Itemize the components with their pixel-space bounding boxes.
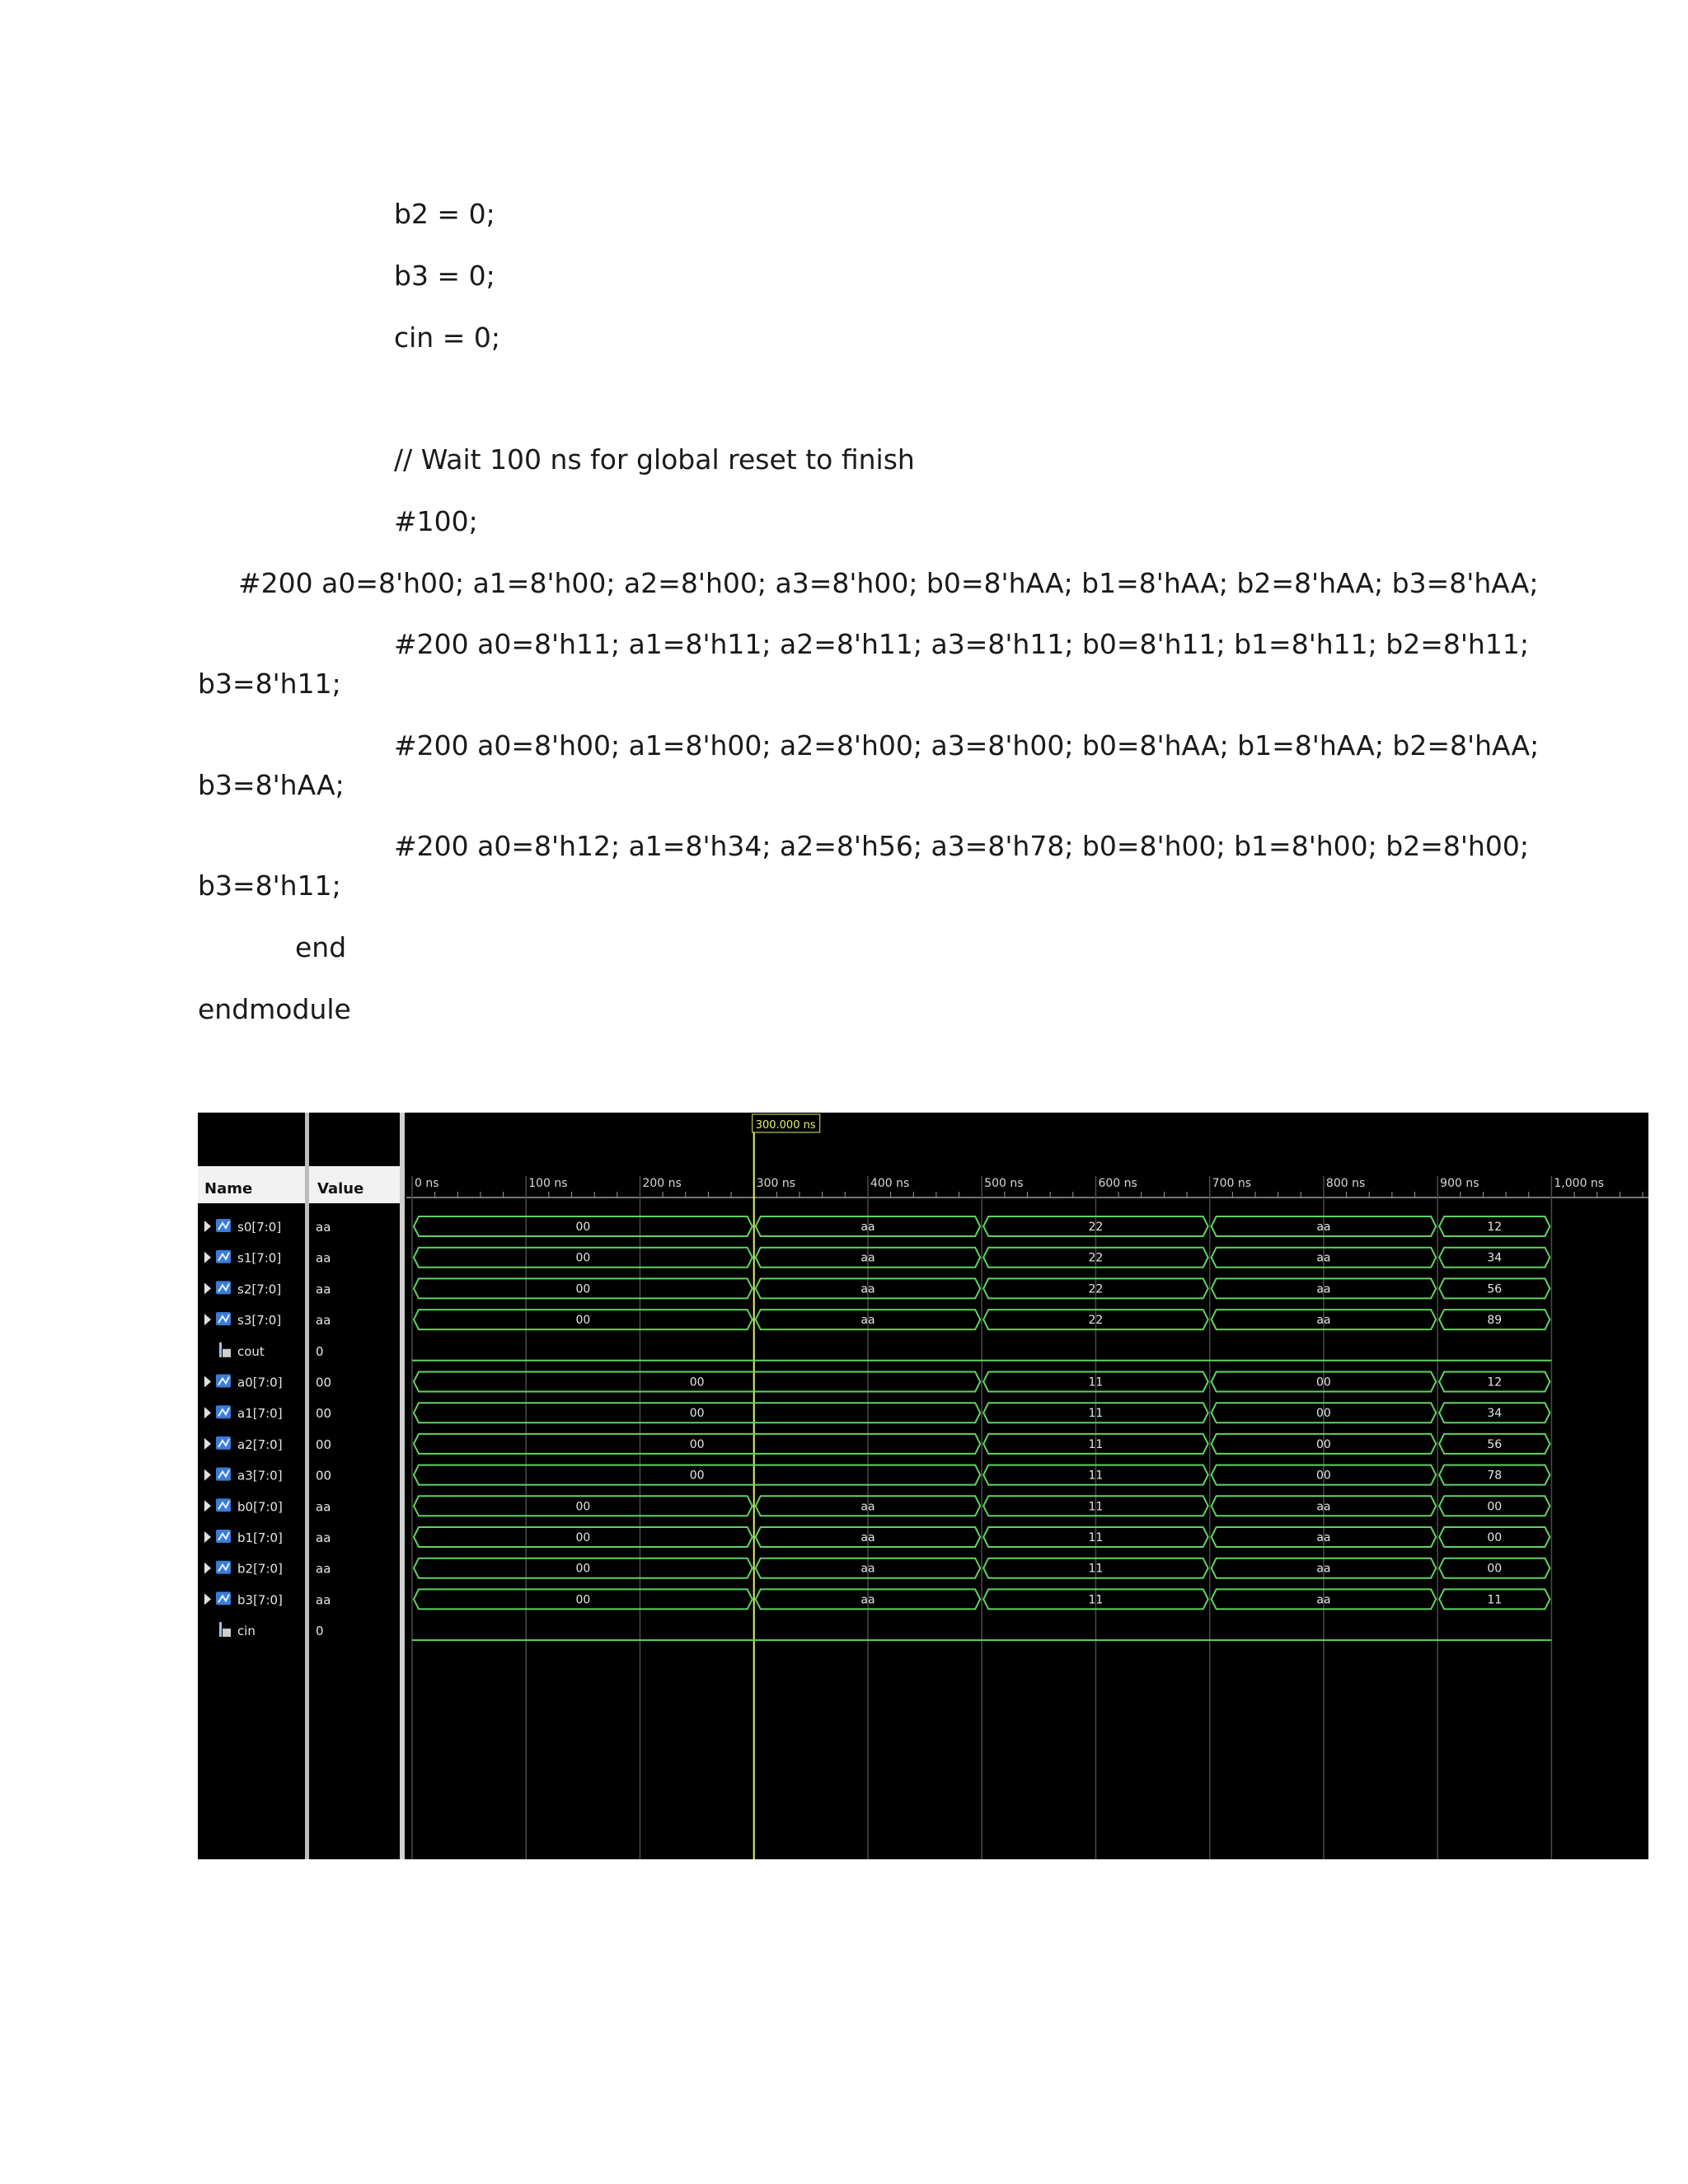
code-line: b3=8'h11; xyxy=(198,668,341,700)
bus-segment-value: 00 xyxy=(1316,1437,1331,1451)
bus-segment-value: 22 xyxy=(1088,1314,1104,1328)
code-line: b3=8'h11; xyxy=(198,869,341,902)
tick-label: 700 ns xyxy=(1212,1177,1252,1190)
signal-name: b3[7:0] xyxy=(237,1592,283,1608)
bit-signal-icon xyxy=(223,1349,231,1357)
bus-segment-value: 11 xyxy=(1088,1469,1104,1483)
tick-label: 100 ns xyxy=(528,1177,568,1190)
tick-label: 300 ns xyxy=(756,1177,796,1190)
signal-name: cin xyxy=(237,1624,256,1639)
bus-segment-value: aa xyxy=(1316,1562,1331,1576)
code-line: #100; xyxy=(394,505,478,537)
bus-segment-value: 56 xyxy=(1487,1437,1503,1451)
expand-arrow-icon[interactable] xyxy=(204,1376,211,1388)
bus-segment-value: 00 xyxy=(575,1282,591,1296)
bus-segment-value: 00 xyxy=(575,1314,591,1328)
expand-arrow-icon[interactable] xyxy=(204,1593,211,1605)
bus-segment-value: aa xyxy=(1316,1593,1331,1607)
tick-label: 1,000 ns xyxy=(1554,1177,1605,1190)
bus-segment-value: 11 xyxy=(1088,1531,1104,1544)
code-line: cin = 0; xyxy=(394,321,500,354)
bus-segment-value: 00 xyxy=(575,1500,591,1514)
code-line: b3=8'hAA; xyxy=(198,769,345,801)
signal-name: s1[7:0] xyxy=(237,1250,282,1266)
bus-segment-value: 00 xyxy=(1316,1376,1331,1390)
bus-segment-value: aa xyxy=(860,1314,875,1328)
code-line: b3 = 0; xyxy=(394,260,495,292)
signal-name: cout xyxy=(237,1343,265,1359)
bit-signal-icon xyxy=(223,1629,231,1637)
bus-segment-value: 00 xyxy=(575,1562,591,1576)
column-divider[interactable] xyxy=(305,1113,309,1859)
signal-value: aa xyxy=(316,1592,331,1608)
value-column-label: Value xyxy=(317,1180,364,1197)
code-line: #200 a0=8'h12; a1=8'h34; a2=8'h56; a3=8'h78; b0=8'h00; b1=8'h00; b2=8'h00; xyxy=(394,830,1529,862)
bus-segment-value: 11 xyxy=(1088,1376,1104,1390)
bus-segment-value: 78 xyxy=(1487,1469,1503,1483)
signal-name: b1[7:0] xyxy=(237,1530,283,1545)
code-line: b2 = 0; xyxy=(394,198,495,230)
waveform-viewer xyxy=(198,1113,1648,1859)
bus-segment-value: 00 xyxy=(575,1593,591,1607)
tick-label: 600 ns xyxy=(1098,1177,1137,1190)
bus-segment-value: 22 xyxy=(1088,1251,1104,1265)
signal-value: aa xyxy=(316,1250,331,1266)
bus-segment-value: 00 xyxy=(1487,1500,1503,1514)
code-comment: // Wait 100 ns for global reset to finish xyxy=(394,443,915,476)
bus-segment-value: aa xyxy=(860,1251,875,1265)
bus-segment-value: aa xyxy=(1316,1221,1331,1234)
bit-signal-icon xyxy=(219,1343,222,1357)
bit-signal-icon xyxy=(219,1622,222,1637)
signal-value: 00 xyxy=(316,1468,332,1483)
cursor-time-label: 300.000 ns xyxy=(755,1119,816,1132)
bus-segment-value: 00 xyxy=(689,1407,705,1421)
signal-name: s3[7:0] xyxy=(237,1313,282,1329)
bus-segment-value: 34 xyxy=(1487,1407,1503,1421)
bus-segment-value: 00 xyxy=(689,1469,705,1483)
bus-segment-value: 00 xyxy=(1487,1562,1503,1576)
bus-segment-value: 56 xyxy=(1487,1282,1503,1296)
bus-segment-value: aa xyxy=(1316,1282,1331,1296)
name-column-label: Name xyxy=(204,1180,253,1197)
bus-segment-value: 89 xyxy=(1487,1314,1503,1328)
bus-segment-value: aa xyxy=(860,1562,875,1576)
bus-segment-value: 00 xyxy=(575,1251,591,1265)
signal-value: 00 xyxy=(316,1406,332,1422)
expand-arrow-icon[interactable] xyxy=(204,1531,211,1543)
signal-value: aa xyxy=(316,1530,331,1545)
bus-segment-value: aa xyxy=(860,1593,875,1607)
bus-segment-value: 11 xyxy=(1088,1593,1104,1607)
signal-value: aa xyxy=(316,1220,331,1235)
bus-segment-value: aa xyxy=(1316,1531,1331,1544)
bus-segment-value: 00 xyxy=(1316,1469,1331,1483)
bus-segment-value: 22 xyxy=(1088,1282,1104,1296)
tick-label: 200 ns xyxy=(642,1177,682,1190)
signal-value: 0 xyxy=(316,1624,324,1639)
bus-segment-value: aa xyxy=(1316,1500,1331,1514)
bus-segment-value: 12 xyxy=(1487,1221,1503,1234)
bus-segment-value: aa xyxy=(860,1531,875,1544)
bus-segment-value: 00 xyxy=(689,1437,705,1451)
expand-arrow-icon[interactable] xyxy=(204,1469,211,1481)
bus-segment-value: 11 xyxy=(1088,1562,1104,1576)
signal-name: a3[7:0] xyxy=(237,1468,283,1483)
bus-segment-value: 11 xyxy=(1487,1593,1503,1607)
expand-arrow-icon[interactable] xyxy=(204,1407,211,1418)
tick-label: 500 ns xyxy=(984,1177,1024,1190)
code-line: #200 a0=8'h11; a1=8'h11; a2=8'h11; a3=8'h11; b0=8'h11; b1=8'h11; b2=8'h11; xyxy=(394,628,1529,660)
signal-name: a2[7:0] xyxy=(237,1436,283,1452)
tick-label: 400 ns xyxy=(870,1177,910,1190)
bus-segment-value: 11 xyxy=(1088,1437,1104,1451)
bus-segment-value: 00 xyxy=(575,1531,591,1544)
expand-arrow-icon[interactable] xyxy=(204,1500,211,1511)
bus-segment-value: aa xyxy=(860,1500,875,1514)
signal-value: aa xyxy=(316,1282,331,1297)
signal-name: s2[7:0] xyxy=(237,1282,282,1297)
tick-label: 0 ns xyxy=(415,1177,439,1190)
bus-segment-value: 34 xyxy=(1487,1251,1503,1265)
signal-name: s0[7:0] xyxy=(237,1220,282,1235)
signal-value: 0 xyxy=(316,1343,324,1359)
bus-segment-value: 22 xyxy=(1088,1221,1104,1234)
signal-name: a0[7:0] xyxy=(237,1375,283,1390)
signal-value: 00 xyxy=(316,1436,332,1452)
bus-segment-value: 00 xyxy=(1487,1531,1503,1544)
bus-segment-value: aa xyxy=(1316,1251,1331,1265)
bus-segment-value: 00 xyxy=(575,1221,591,1234)
bus-segment-value: aa xyxy=(860,1282,875,1296)
code-line: #200 a0=8'h00; a1=8'h00; a2=8'h00; a3=8'h00; b0=8'hAA; b1=8'hAA; b2=8'hAA; xyxy=(394,729,1540,762)
signal-value: aa xyxy=(316,1313,331,1329)
expand-arrow-icon[interactable] xyxy=(204,1314,211,1325)
expand-arrow-icon[interactable] xyxy=(204,1438,211,1450)
bus-segment-value: 00 xyxy=(1316,1407,1331,1421)
code-line: #200 a0=8'h00; a1=8'h00; a2=8'h00; a3=8'h00; b0=8'hAA; b1=8'hAA; b2=8'hAA; b3=8'hAA; xyxy=(238,567,1539,599)
tick-label: 800 ns xyxy=(1325,1177,1366,1190)
signal-value: 00 xyxy=(316,1375,332,1390)
bus-segment-value: aa xyxy=(860,1221,875,1234)
bus-segment-value: 00 xyxy=(689,1376,705,1390)
signal-name: a1[7:0] xyxy=(237,1406,283,1422)
waveform-canvas xyxy=(198,1113,1648,1859)
expand-arrow-icon[interactable] xyxy=(204,1221,211,1232)
expand-arrow-icon[interactable] xyxy=(204,1252,211,1263)
bus-segment-value: aa xyxy=(1316,1314,1331,1328)
signal-name: b2[7:0] xyxy=(237,1561,283,1577)
signal-value: aa xyxy=(316,1499,331,1515)
column-divider[interactable] xyxy=(400,1113,405,1859)
code-line: endmodule xyxy=(198,993,351,1025)
expand-arrow-icon[interactable] xyxy=(204,1282,211,1294)
code-line: end xyxy=(295,931,347,963)
bus-segment-value: 11 xyxy=(1088,1407,1104,1421)
bus-segment-value: 12 xyxy=(1487,1376,1503,1390)
tick-label: 900 ns xyxy=(1440,1177,1479,1190)
signal-value: aa xyxy=(316,1561,331,1577)
expand-arrow-icon[interactable] xyxy=(204,1563,211,1574)
bus-segment-value: 11 xyxy=(1088,1500,1104,1514)
signal-name: b0[7:0] xyxy=(237,1499,283,1515)
